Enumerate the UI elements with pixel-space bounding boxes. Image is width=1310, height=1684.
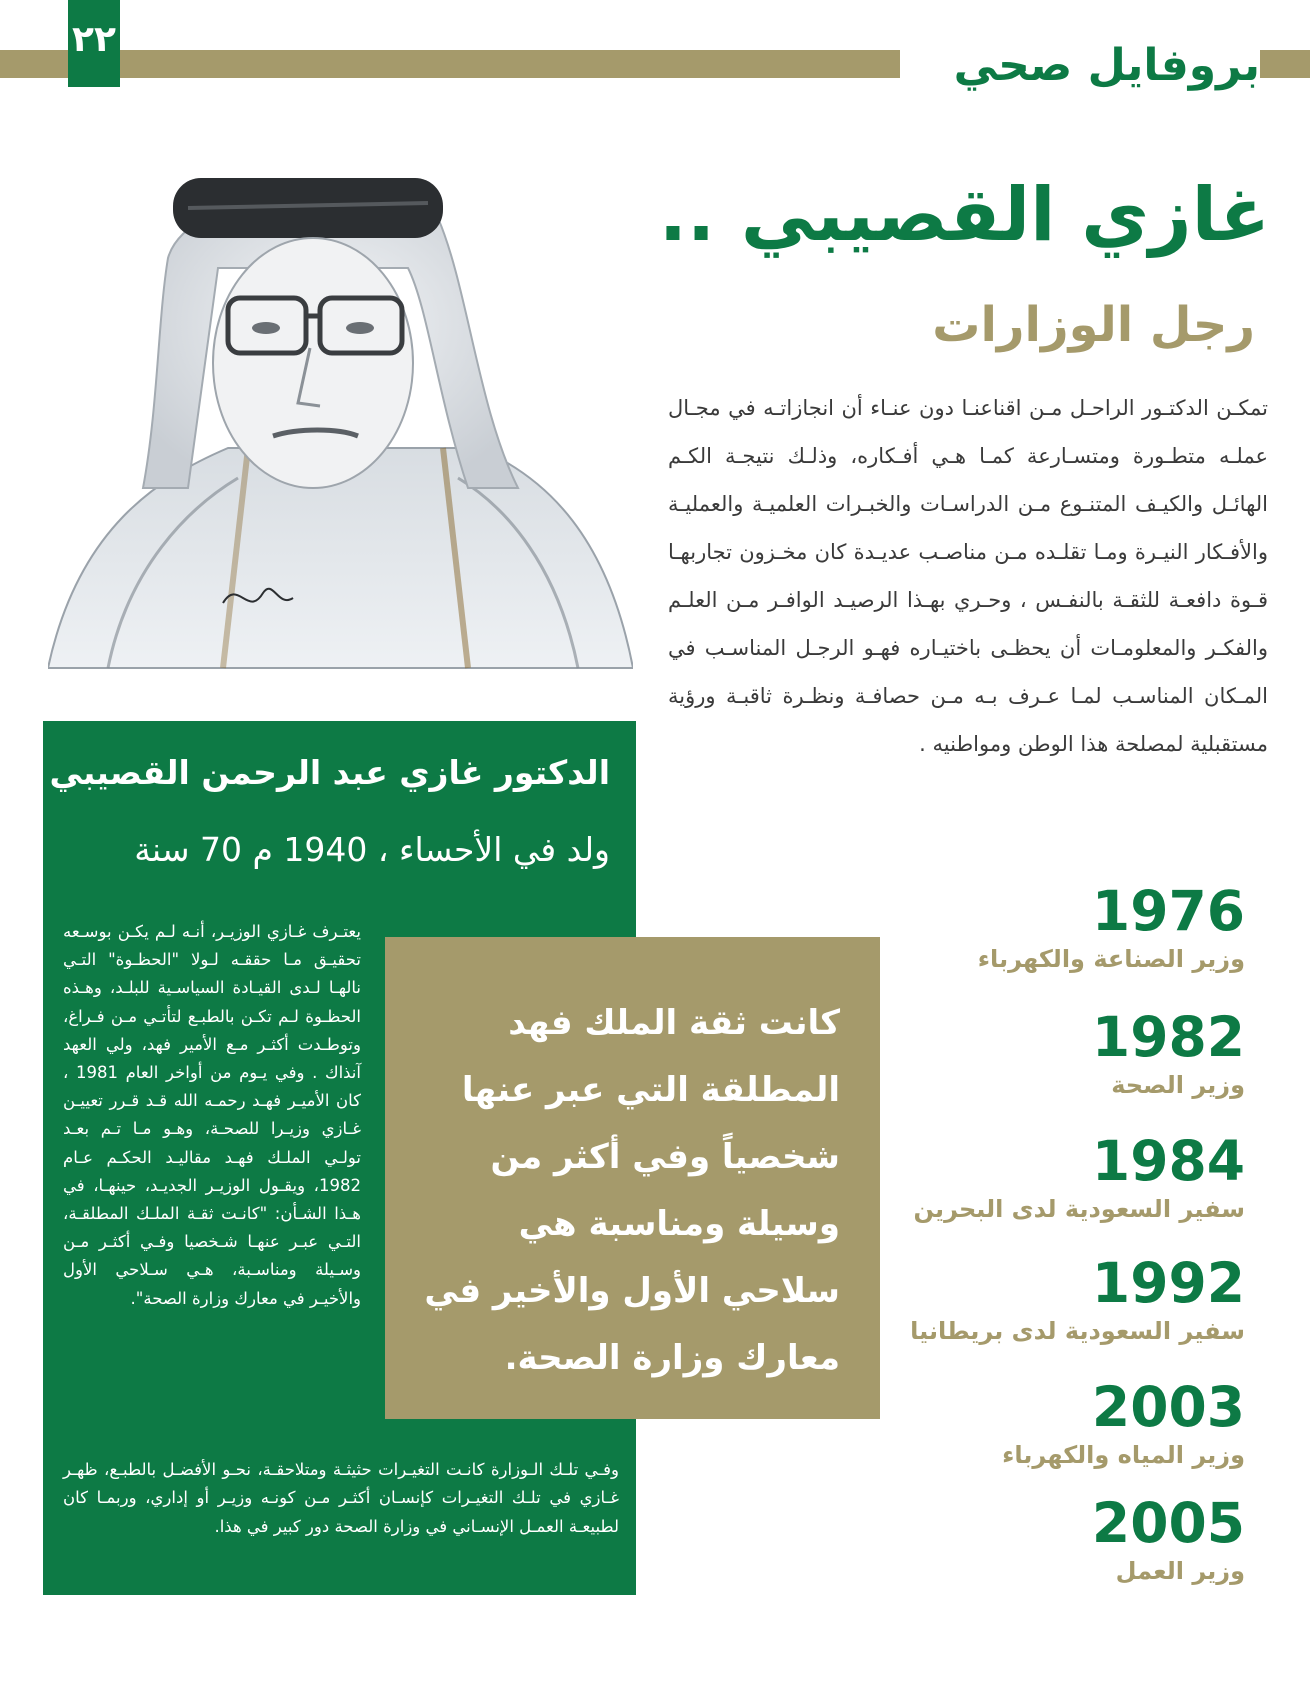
timeline-role: وزير الصحة bbox=[1111, 1071, 1245, 1099]
page-number: ٢٢ bbox=[68, 0, 120, 87]
quote-text: كانت ثقة الملك فهد المطلقة التي عبر عنها شخصياً وفي أكثر من وسيلة ومناسبة هي سلاحي الأول والأخير في معارك وزارة الصحة. bbox=[424, 1003, 840, 1378]
timeline-role: سفير السعودية لدى البحرين bbox=[913, 1195, 1245, 1223]
timeline-role: سفير السعودية لدى بريطانيا bbox=[910, 1317, 1245, 1345]
portrait-sketch-icon bbox=[48, 148, 633, 688]
article-subtitle: رجل الوزارات bbox=[932, 297, 1255, 353]
timeline-item bbox=[880, 1006, 1245, 1102]
bio-text-column: يعتـرف غـازي الوزيـر، أنـه لـم يكـن بوسـعه تحقيـق مـا حققـه لـولا "الحظـوة" التـي نالهـا لـدى القيـادة السياسـية للبلـد، وهـذه الحظـوة لـم تكـن بالطبـع لتأتـي مـن فـراغ، وتوطـدت أكثـر مـع الأمير فهد، ولي العهد آنذاك . وفي يـوم من أواخر العام 1981 ، كان الأميـر فهـد رحمـه الله قـد قـرر تعييـن غـازي وزيـرا للصحـة، وهـو مـا تـم بعـد تولـي الملـك فهـد مقاليـد الحكـم عـام 1982، ويقـول الوزيـر الجديـد، حينهـا، في هـذا الشـأن: "كانـت ثقـة الملـك المطلقـة، التـي عبـر عنهـا شـخصيا وفـي أكثـر مـن وسـيلة ومناسـبة، هـي سـلاحي الأول والأخيـر في معارك وزارة الصحة". bbox=[63, 922, 361, 1308]
timeline-year: 1984 bbox=[1091, 1129, 1245, 1193]
header-bar-end bbox=[1266, 50, 1310, 78]
timeline-item bbox=[880, 1376, 1245, 1472]
timeline-role: وزير الصناعة والكهرباء bbox=[977, 945, 1245, 973]
timeline-item bbox=[880, 1130, 1245, 1226]
timeline-year: 2003 bbox=[1091, 1375, 1245, 1439]
timeline-year: 2005 bbox=[1091, 1491, 1245, 1555]
timeline-item bbox=[880, 880, 1245, 976]
intro-paragraph: تمكـن الدكتـور الراحـل مـن اقناعنـا دون عنـاء أن انجازاتـه في مجـال عملـه متطـورة ومتسـارعة كمـا هـي أفـكاره، وذلـك نتيجـة الكـم الهائـل والكيـف المتنـوع مـن الدراسـات والخبـرات العلميـة والعمليـة والأفـكار النيـرة ومـا تقلـده مـن مناصـب عديـدة كان مخـزون تجاربهـا قـوة دافعـة للثقـة بالنفـس ، وحـري بهـذا الرصيـد الوافـر مـن العلـم والفكـر والمعلومـات أن يحظـى باختيـاره فهـو الرجـل المناسـب في المـكان المناسـب لمـا عـرف بـه مـن حصافـة ونظـرة ثاقبـة ورؤية مستقبلية لمصلحة هذا الوطن ومواطنيه . bbox=[668, 396, 1268, 756]
timeline-item bbox=[880, 1252, 1245, 1348]
bio-birth: ولد في الأحساء ، 1940 م 70 سنة bbox=[134, 830, 610, 869]
section-title: بروفايل صحي bbox=[953, 40, 1260, 91]
timeline-year: 1992 bbox=[1091, 1251, 1245, 1315]
article-title: غازي القصيبي .. bbox=[658, 172, 1270, 258]
timeline-year: 1982 bbox=[1091, 1005, 1245, 1069]
timeline-item bbox=[880, 1492, 1245, 1588]
bio-text-bottom: وفـي تلـك الـوزارة كانـت التغيـرات حثيثـة ومتلاحقـة، نحـو الأفضـل بالطبـع، ظهـر غـازي في تلـك التغيـرات كإنسـان أكثـر مـن كونـه وزيـر أو إداري، وربمـا كان لطبيعـة العمـل الإنسـاني في وزارة الصحة دور كبير في هذا. bbox=[63, 1460, 619, 1536]
timeline-year: 1976 bbox=[1091, 879, 1245, 943]
timeline-role: وزير المياه والكهرباء bbox=[1002, 1441, 1245, 1469]
timeline-role: وزير العمل bbox=[1115, 1557, 1245, 1585]
bio-name: الدكتور غازي عبد الرحمن القصيبي bbox=[49, 753, 610, 792]
